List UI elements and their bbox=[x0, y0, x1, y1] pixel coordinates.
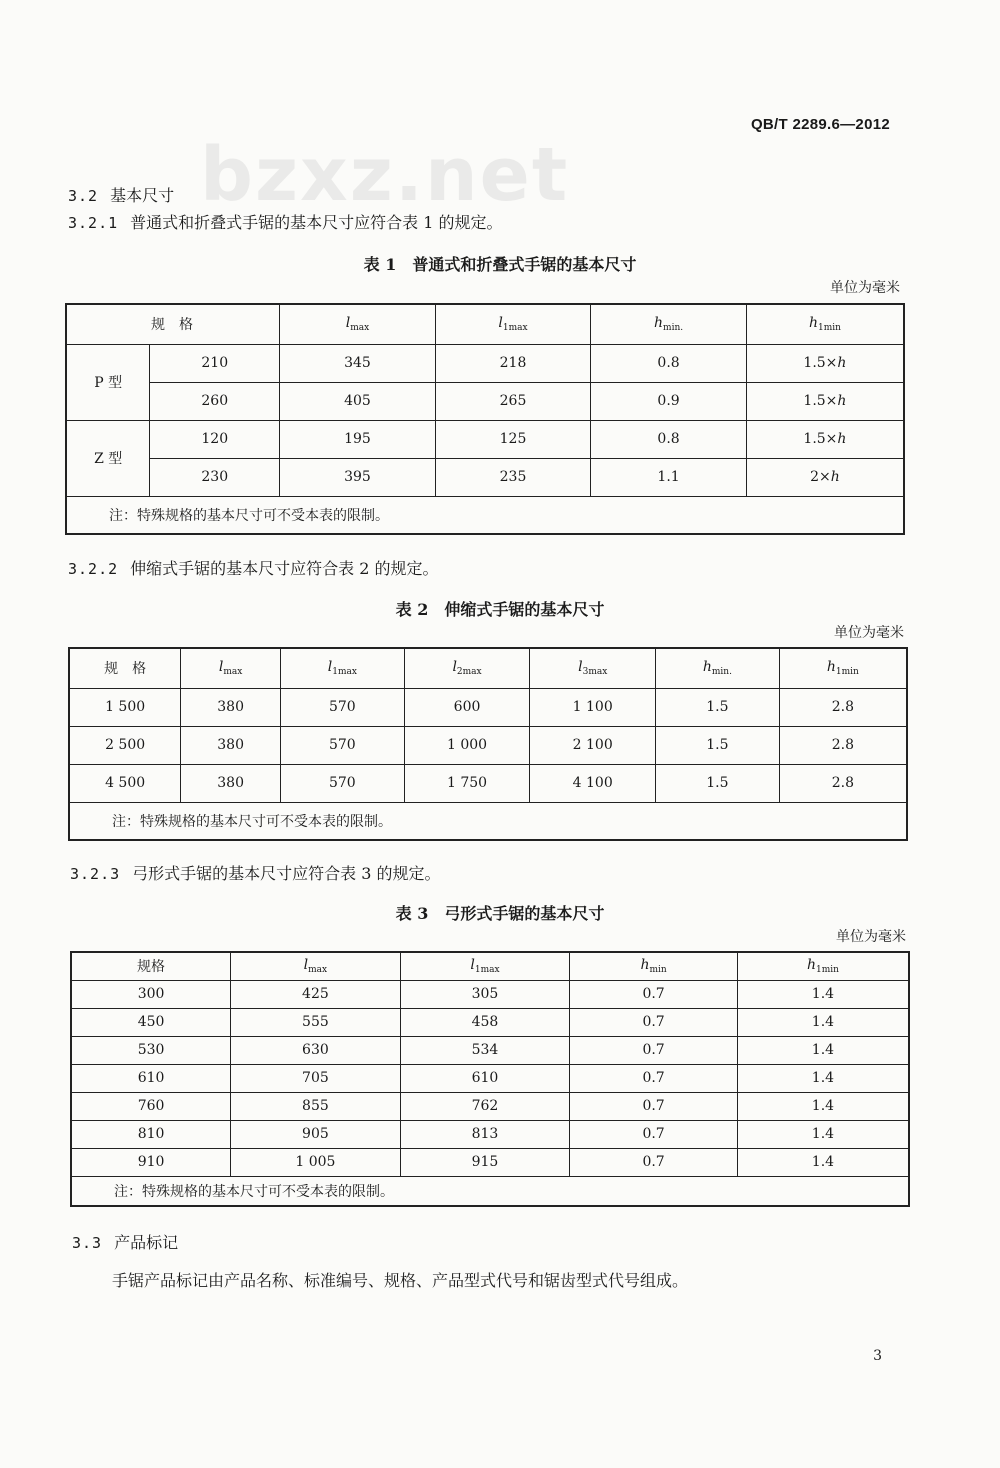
l1-cell: 235 bbox=[435, 458, 591, 496]
watermark: bzxz.net bbox=[200, 132, 570, 218]
l-cell: 555 bbox=[231, 1008, 401, 1036]
h1-cell: 1.5×h bbox=[746, 382, 904, 420]
table-row bbox=[71, 1008, 909, 1036]
l3-cell: 1 100 bbox=[530, 688, 656, 726]
section-title: 产品标记 bbox=[114, 1233, 179, 1252]
spec-cell: 1 500 bbox=[69, 688, 181, 726]
h1-cell: 1.4 bbox=[737, 1036, 909, 1064]
l1-cell: 570 bbox=[281, 688, 405, 726]
h-cell: 0.8 bbox=[591, 420, 747, 458]
l-cell: 380 bbox=[181, 688, 281, 726]
table-2 bbox=[68, 647, 908, 841]
spec-cell: 810 bbox=[71, 1120, 231, 1148]
clause-number: 3.2.1 bbox=[68, 214, 119, 232]
table-note: 注：特殊规格的基本尺寸可不受本表的限制。 bbox=[66, 496, 904, 534]
col-header-l3-max: $l_{3max}$ bbox=[530, 648, 656, 688]
spec-cell: 450 bbox=[71, 1008, 231, 1036]
col-header-l-max: $l_{max}$ bbox=[181, 648, 281, 688]
col-header-h1-min: $h_{1min}$ bbox=[746, 304, 904, 344]
l2-cell: 1 000 bbox=[404, 726, 530, 764]
l1-cell: 570 bbox=[281, 726, 405, 764]
clause-number: 3.2.2 bbox=[68, 560, 119, 578]
h1-cell: 1.4 bbox=[737, 980, 909, 1008]
table-row bbox=[66, 382, 904, 420]
table-note-row bbox=[66, 496, 904, 534]
h-cell: 0.7 bbox=[570, 980, 738, 1008]
spec-cell: 230 bbox=[150, 458, 280, 496]
section-number: 3.2 bbox=[68, 187, 99, 205]
col-header-h1-min: $h_{1min}$ bbox=[737, 952, 909, 980]
table-row bbox=[71, 980, 909, 1008]
l1-cell: 534 bbox=[400, 1036, 570, 1064]
table-1 bbox=[65, 303, 905, 535]
col-header-spec: 规 格 bbox=[66, 304, 280, 344]
l1-cell: 915 bbox=[400, 1148, 570, 1176]
h1-cell: 2.8 bbox=[779, 764, 907, 802]
table-row bbox=[69, 764, 907, 802]
l-cell: 395 bbox=[280, 458, 436, 496]
l-cell: 630 bbox=[231, 1036, 401, 1064]
clause-3-2-3 bbox=[70, 861, 441, 884]
spec-cell: 300 bbox=[71, 980, 231, 1008]
l-cell: 855 bbox=[231, 1092, 401, 1120]
l-cell: 405 bbox=[280, 382, 436, 420]
col-header-l1-max: $l_{1max}$ bbox=[400, 952, 570, 980]
l2-cell: 1 750 bbox=[404, 764, 530, 802]
h1-cell: 1.5×h bbox=[746, 344, 904, 382]
section-number: 3.3 bbox=[72, 1234, 103, 1252]
clause-3-2-1 bbox=[68, 210, 503, 233]
col-header-spec: 规格 bbox=[71, 952, 231, 980]
table-note: 注：特殊规格的基本尺寸可不受本表的限制。 bbox=[69, 802, 907, 840]
h-cell: 1.5 bbox=[656, 726, 780, 764]
h1-cell: 1.4 bbox=[737, 1064, 909, 1092]
h1-cell: 1.4 bbox=[737, 1092, 909, 1120]
spec-cell: 210 bbox=[150, 344, 280, 382]
col-header-h-min: $h_{min.}$ bbox=[656, 648, 780, 688]
l1-cell: 813 bbox=[400, 1120, 570, 1148]
col-header-h1-min: $h_{1min}$ bbox=[779, 648, 907, 688]
h1-cell: 1.4 bbox=[737, 1120, 909, 1148]
l-cell: 1 005 bbox=[231, 1148, 401, 1176]
table-row bbox=[66, 420, 904, 458]
clause-text: 普通式和折叠式手锯的基本尺寸应符合表 1 的规定。 bbox=[130, 213, 503, 232]
table-2-unit: 单位为毫米 bbox=[834, 625, 904, 641]
l3-cell: 4 100 bbox=[530, 764, 656, 802]
h-cell: 0.7 bbox=[570, 1120, 738, 1148]
l1-cell: 125 bbox=[435, 420, 591, 458]
l1-cell: 570 bbox=[281, 764, 405, 802]
table-1-unit: 单位为毫米 bbox=[830, 280, 900, 296]
h1-cell: 1.5×h bbox=[746, 420, 904, 458]
col-header-spec: 规 格 bbox=[69, 648, 181, 688]
col-header-l1-max: $l_{1max}$ bbox=[281, 648, 405, 688]
h-cell: 0.7 bbox=[570, 1064, 738, 1092]
l1-cell: 305 bbox=[400, 980, 570, 1008]
col-header-h-min: $h_{min}$ bbox=[570, 952, 738, 980]
h1-cell: 2.8 bbox=[779, 688, 907, 726]
spec-cell: 2 500 bbox=[69, 726, 181, 764]
clause-text: 伸缩式手锯的基本尺寸应符合表 2 的规定。 bbox=[130, 559, 439, 578]
l-cell: 705 bbox=[231, 1064, 401, 1092]
table-row bbox=[71, 1036, 909, 1064]
clause-3-2-2 bbox=[68, 556, 439, 579]
l-cell: 345 bbox=[280, 344, 436, 382]
l1-cell: 762 bbox=[400, 1092, 570, 1120]
col-header-l1-max: $l_{1max}$ bbox=[435, 304, 591, 344]
table-note-row bbox=[69, 802, 907, 840]
table-2-caption: 表 2 伸缩式手锯的基本尺寸 bbox=[395, 600, 605, 619]
l-cell: 425 bbox=[231, 980, 401, 1008]
table-row bbox=[71, 1064, 909, 1092]
spec-cell: 910 bbox=[71, 1148, 231, 1176]
table-3 bbox=[70, 951, 910, 1207]
section-3-3-heading bbox=[72, 1230, 178, 1253]
l2-cell: 600 bbox=[404, 688, 530, 726]
table-row bbox=[69, 688, 907, 726]
h1-cell: 2×h bbox=[746, 458, 904, 496]
table-header-row bbox=[69, 648, 907, 688]
h1-cell: 2.8 bbox=[779, 726, 907, 764]
l-cell: 380 bbox=[181, 764, 281, 802]
table-note: 注：特殊规格的基本尺寸可不受本表的限制。 bbox=[71, 1176, 909, 1206]
l-cell: 195 bbox=[280, 420, 436, 458]
section-title: 基本尺寸 bbox=[110, 186, 175, 205]
section-3-2-heading bbox=[68, 183, 174, 206]
table-row bbox=[69, 726, 907, 764]
spec-cell: 760 bbox=[71, 1092, 231, 1120]
col-header-h-min: $h_{min.}$ bbox=[591, 304, 747, 344]
h-cell: 0.7 bbox=[570, 1036, 738, 1064]
spec-cell: 120 bbox=[150, 420, 280, 458]
l-cell: 905 bbox=[231, 1120, 401, 1148]
table-header-row bbox=[66, 304, 904, 344]
type-cell-p: P 型 bbox=[66, 344, 150, 420]
standard-number: QB/T 2289.6—2012 bbox=[750, 116, 890, 133]
table-note-row bbox=[71, 1176, 909, 1206]
h-cell: 0.8 bbox=[591, 344, 747, 382]
spec-cell: 4 500 bbox=[69, 764, 181, 802]
section-3-3-paragraph: 手锯产品标记由产品名称、标准编号、规格、产品型式代号和锯齿型式代号组成。 bbox=[112, 1271, 689, 1290]
page-number: 3 bbox=[873, 1348, 882, 1364]
h1-cell: 1.4 bbox=[737, 1148, 909, 1176]
l1-cell: 265 bbox=[435, 382, 591, 420]
table-3-caption: 表 3 弓形式手锯的基本尺寸 bbox=[395, 904, 605, 923]
table-row bbox=[71, 1120, 909, 1148]
h-cell: 1.1 bbox=[591, 458, 747, 496]
h-cell: 1.5 bbox=[656, 688, 780, 726]
table-row bbox=[71, 1148, 909, 1176]
table-1-caption: 表 1 普通式和折叠式手锯的基本尺寸 bbox=[363, 255, 637, 274]
l-cell: 380 bbox=[181, 726, 281, 764]
l1-cell: 218 bbox=[435, 344, 591, 382]
h-cell: 0.9 bbox=[591, 382, 747, 420]
spec-cell: 610 bbox=[71, 1064, 231, 1092]
type-cell-z: Z 型 bbox=[66, 420, 150, 496]
spec-cell: 260 bbox=[150, 382, 280, 420]
h-cell: 0.7 bbox=[570, 1092, 738, 1120]
h-cell: 1.5 bbox=[656, 764, 780, 802]
table-header-row bbox=[71, 952, 909, 980]
table-row bbox=[66, 344, 904, 382]
col-header-l-max: $l_{max}$ bbox=[280, 304, 436, 344]
l1-cell: 610 bbox=[400, 1064, 570, 1092]
clause-text: 弓形式手锯的基本尺寸应符合表 3 的规定。 bbox=[132, 864, 441, 883]
h-cell: 0.7 bbox=[570, 1008, 738, 1036]
spec-cell: 530 bbox=[71, 1036, 231, 1064]
h-cell: 0.7 bbox=[570, 1148, 738, 1176]
l3-cell: 2 100 bbox=[530, 726, 656, 764]
col-header-l2-max: $l_{2max}$ bbox=[404, 648, 530, 688]
table-3-unit: 单位为毫米 bbox=[836, 929, 906, 945]
l1-cell: 458 bbox=[400, 1008, 570, 1036]
col-header-l-max: $l_{max}$ bbox=[231, 952, 401, 980]
table-row bbox=[71, 1092, 909, 1120]
table-row bbox=[66, 458, 904, 496]
h1-cell: 1.4 bbox=[737, 1008, 909, 1036]
clause-number: 3.2.3 bbox=[70, 865, 121, 883]
